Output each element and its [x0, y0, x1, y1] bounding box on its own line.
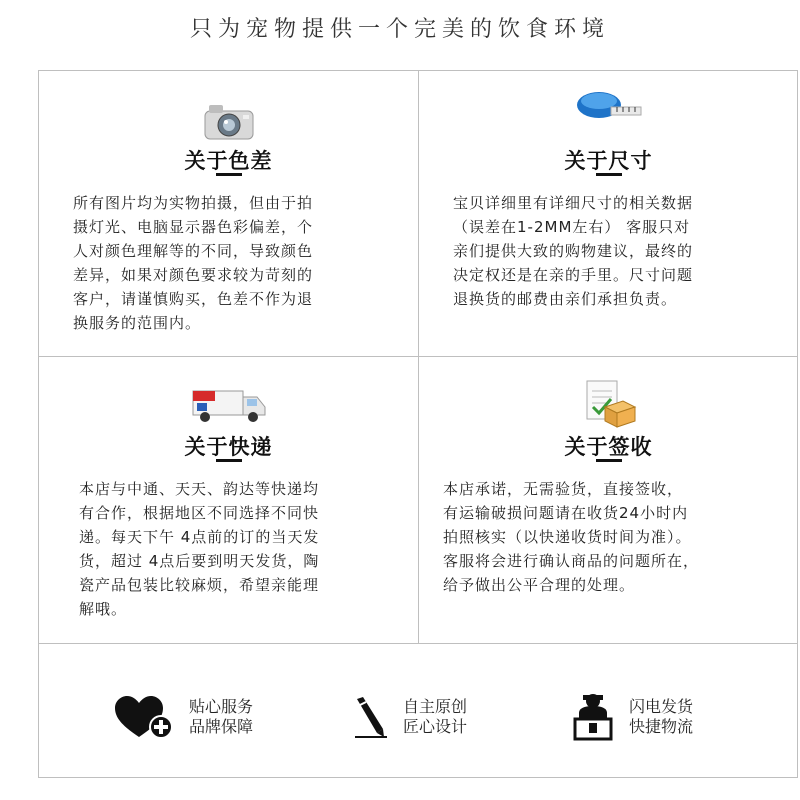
card-delivery	[39, 357, 418, 643]
card-color-difference	[39, 71, 418, 356]
desc-line: （误差在1-2MM左右） 客服只对	[453, 218, 691, 236]
desc-line: 差异，如果对颜色要求较为苛刻的	[73, 266, 314, 284]
info-panel	[38, 70, 798, 778]
desc-line: 客户，请谨慎购买，色差不作为退	[73, 290, 314, 308]
card-description	[453, 191, 783, 311]
card-description	[79, 477, 409, 621]
card-sign-receipt	[419, 357, 798, 643]
feature-line: 品牌保障	[189, 717, 254, 736]
desc-line: 有运输破损问题请在收货24小时内	[443, 504, 689, 522]
card-title: 关于尺寸	[564, 149, 653, 173]
courier-box-icon	[571, 693, 615, 741]
card-description	[73, 191, 403, 335]
title-underline	[596, 173, 622, 176]
tape-measure-icon	[573, 87, 645, 127]
package-checklist-icon	[581, 377, 637, 429]
card-title: 关于快递	[184, 435, 273, 459]
feature-line: 匠心设计	[403, 717, 468, 736]
card-description	[443, 477, 788, 597]
desc-line: 摄灯光、电脑显示器色彩偏差，个	[73, 218, 314, 236]
page-title: 只为宠物提供一个完美的饮食环境	[189, 17, 610, 42]
card-size	[419, 71, 798, 356]
feature-design	[353, 695, 467, 739]
desc-line: 本店与中通、天天、韵达等快递均	[79, 480, 320, 498]
desc-line: 宝贝详细里有详细尺寸的相关数据	[453, 194, 694, 212]
heart-plus-icon	[113, 695, 175, 739]
desc-line: 决定权还是在亲的手里。尺寸问题	[453, 266, 694, 284]
desc-line: 人对颜色理解等的不同，导致颜色	[73, 242, 314, 260]
desc-line: 递。每天下午 4点前的订的当天发	[79, 528, 320, 546]
title-underline	[596, 459, 622, 462]
feature-shipping	[571, 693, 693, 741]
desc-line: 有合作，根据地区不同选择不同快	[79, 504, 320, 522]
feature-line: 贴心服务	[189, 697, 254, 716]
desc-line: 换服务的范围内。	[73, 314, 202, 332]
desc-line: 瓷产品包装比较麻烦，希望亲能理	[79, 576, 320, 594]
pencil-icon	[353, 695, 389, 739]
desc-line: 给予做出公平合理的处理。	[443, 576, 636, 594]
feature-service	[113, 695, 253, 739]
desc-line: 货，超过 4点后要到明天发货，陶	[79, 552, 320, 570]
feature-line: 自主原创	[403, 697, 468, 716]
feature-line: 快捷物流	[629, 717, 694, 736]
desc-line: 退换货的邮费由亲们承担负责。	[453, 290, 678, 308]
camera-icon	[199, 99, 259, 143]
card-title: 关于色差	[184, 149, 273, 173]
card-title: 关于签收	[564, 435, 653, 459]
desc-line: 本店承诺，无需验货，直接签收，	[443, 480, 684, 498]
desc-line: 解哦。	[79, 600, 128, 618]
desc-line: 亲们提供大致的购物建议，最终的	[453, 242, 694, 260]
desc-line: 所有图片均为实物拍摄，但由于拍	[73, 194, 314, 212]
desc-line: 客服将会进行确认商品的问题所在，	[443, 552, 700, 570]
title-underline	[216, 173, 242, 176]
title-underline	[216, 459, 242, 462]
desc-line: 拍照核实（以快递收货时间为准）。	[443, 528, 692, 546]
delivery-truck-icon	[189, 385, 269, 425]
feature-line: 闪电发货	[629, 697, 694, 716]
divider-horizontal	[39, 643, 797, 644]
